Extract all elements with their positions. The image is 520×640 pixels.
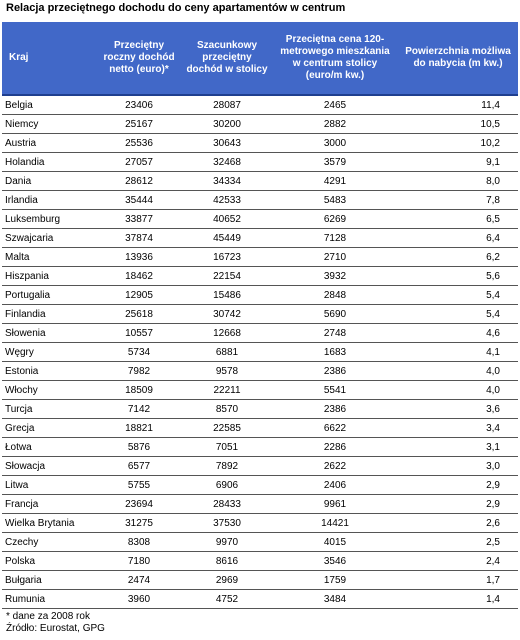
cell-capital-income: 32468 [182, 153, 272, 172]
header-apartment-price: Przeciętna cena 120-metrowego mieszkania w centrum stolicy (euro/m kw.) [272, 22, 398, 95]
cell-annual-income: 8308 [96, 533, 182, 552]
cell-capital-income: 7051 [182, 438, 272, 457]
cell-annual-income: 7982 [96, 362, 182, 381]
cell-country: Łotwa [2, 438, 96, 457]
cell-affordable-area: 3,0 [398, 457, 518, 476]
cell-annual-income: 7180 [96, 552, 182, 571]
cell-annual-income: 28612 [96, 172, 182, 191]
cell-apartment-price: 7128 [272, 229, 398, 248]
cell-annual-income: 12905 [96, 286, 182, 305]
cell-capital-income: 2969 [182, 571, 272, 590]
cell-annual-income: 6577 [96, 457, 182, 476]
cell-affordable-area: 7,8 [398, 191, 518, 210]
cell-country: Litwa [2, 476, 96, 495]
table-row [2, 571, 518, 590]
cell-affordable-area: 6,4 [398, 229, 518, 248]
cell-country: Niemcy [2, 115, 96, 134]
table-row [2, 343, 518, 362]
cell-capital-income: 37530 [182, 514, 272, 533]
cell-apartment-price: 14421 [272, 514, 398, 533]
income-vs-apartment-price-table [2, 22, 518, 609]
cell-annual-income: 5734 [96, 343, 182, 362]
cell-affordable-area: 8,0 [398, 172, 518, 191]
table-row [2, 305, 518, 324]
cell-apartment-price: 3932 [272, 267, 398, 286]
cell-capital-income: 6881 [182, 343, 272, 362]
cell-capital-income: 28087 [182, 95, 272, 115]
cell-affordable-area: 3,6 [398, 400, 518, 419]
table-row [2, 495, 518, 514]
cell-apartment-price: 2848 [272, 286, 398, 305]
table-body [2, 95, 518, 609]
cell-affordable-area: 4,1 [398, 343, 518, 362]
header-affordable-area: Powierzchnia możliwa do nabycia (m kw.) [398, 22, 518, 95]
header-row [2, 22, 518, 95]
cell-affordable-area: 5,6 [398, 267, 518, 286]
cell-capital-income: 7892 [182, 457, 272, 476]
cell-country: Austria [2, 134, 96, 153]
cell-affordable-area: 2,9 [398, 476, 518, 495]
cell-capital-income: 30643 [182, 134, 272, 153]
cell-country: Czechy [2, 533, 96, 552]
cell-capital-income: 15486 [182, 286, 272, 305]
table-row [2, 438, 518, 457]
cell-annual-income: 31275 [96, 514, 182, 533]
cell-affordable-area: 5,4 [398, 305, 518, 324]
cell-annual-income: 35444 [96, 191, 182, 210]
cell-capital-income: 28433 [182, 495, 272, 514]
cell-annual-income: 25618 [96, 305, 182, 324]
cell-country: Grecja [2, 419, 96, 438]
cell-country: Słowenia [2, 324, 96, 343]
cell-apartment-price: 2622 [272, 457, 398, 476]
cell-affordable-area: 10,2 [398, 134, 518, 153]
cell-country: Francja [2, 495, 96, 514]
cell-capital-income: 9578 [182, 362, 272, 381]
cell-affordable-area: 3,1 [398, 438, 518, 457]
table-title: Relacja przeciętnego dochodu do ceny apartamentów w centrum [6, 2, 346, 14]
cell-country: Polska [2, 552, 96, 571]
cell-annual-income: 18509 [96, 381, 182, 400]
cell-country: Holandia [2, 153, 96, 172]
cell-apartment-price: 1759 [272, 571, 398, 590]
table-row [2, 552, 518, 571]
cell-apartment-price: 4291 [272, 172, 398, 191]
cell-apartment-price: 2406 [272, 476, 398, 495]
cell-apartment-price: 9961 [272, 495, 398, 514]
cell-affordable-area: 4,6 [398, 324, 518, 343]
cell-country: Estonia [2, 362, 96, 381]
cell-annual-income: 25167 [96, 115, 182, 134]
cell-capital-income: 30200 [182, 115, 272, 134]
table-row [2, 514, 518, 533]
cell-capital-income: 8570 [182, 400, 272, 419]
cell-country: Malta [2, 248, 96, 267]
table-row [2, 115, 518, 134]
cell-affordable-area: 2,9 [398, 495, 518, 514]
cell-affordable-area: 2,5 [398, 533, 518, 552]
cell-apartment-price: 3484 [272, 590, 398, 609]
table-row [2, 95, 518, 115]
cell-capital-income: 22154 [182, 267, 272, 286]
header-capital-income: Szacunkowy przeciętny dochód w stolicy [182, 22, 272, 95]
cell-country: Szwajcaria [2, 229, 96, 248]
cell-apartment-price: 2386 [272, 362, 398, 381]
cell-apartment-price: 2710 [272, 248, 398, 267]
cell-capital-income: 22211 [182, 381, 272, 400]
cell-apartment-price: 5483 [272, 191, 398, 210]
cell-capital-income: 12668 [182, 324, 272, 343]
table-row [2, 590, 518, 609]
table-row [2, 533, 518, 552]
cell-country: Portugalia [2, 286, 96, 305]
footnote-year: * dane za 2008 rok [6, 611, 90, 622]
cell-country: Hiszpania [2, 267, 96, 286]
cell-affordable-area: 2,4 [398, 552, 518, 571]
cell-country: Irlandia [2, 191, 96, 210]
cell-country: Włochy [2, 381, 96, 400]
cell-capital-income: 45449 [182, 229, 272, 248]
cell-capital-income: 22585 [182, 419, 272, 438]
cell-apartment-price: 4015 [272, 533, 398, 552]
cell-capital-income: 8616 [182, 552, 272, 571]
table-row [2, 267, 518, 286]
cell-country: Rumunia [2, 590, 96, 609]
cell-country: Finlandia [2, 305, 96, 324]
cell-affordable-area: 11,4 [398, 95, 518, 115]
cell-country: Dania [2, 172, 96, 191]
cell-apartment-price: 2286 [272, 438, 398, 457]
header-annual-income: Przeciętny roczny dochód netto (euro)* [96, 22, 182, 95]
cell-apartment-price: 3579 [272, 153, 398, 172]
cell-capital-income: 34334 [182, 172, 272, 191]
cell-annual-income: 2474 [96, 571, 182, 590]
cell-apartment-price: 3000 [272, 134, 398, 153]
cell-capital-income: 6906 [182, 476, 272, 495]
cell-affordable-area: 6,5 [398, 210, 518, 229]
cell-annual-income: 33877 [96, 210, 182, 229]
footnote-source: Źródło: Eurostat, GPG [6, 623, 105, 634]
header-country: Kraj [2, 22, 96, 95]
table-row [2, 248, 518, 267]
cell-annual-income: 13936 [96, 248, 182, 267]
cell-capital-income: 42533 [182, 191, 272, 210]
cell-affordable-area: 10,5 [398, 115, 518, 134]
cell-capital-income: 40652 [182, 210, 272, 229]
table-row [2, 153, 518, 172]
cell-annual-income: 5755 [96, 476, 182, 495]
cell-country: Słowacja [2, 457, 96, 476]
cell-annual-income: 18462 [96, 267, 182, 286]
cell-apartment-price: 6622 [272, 419, 398, 438]
cell-country: Luksemburg [2, 210, 96, 229]
table-row [2, 172, 518, 191]
cell-apartment-price: 3546 [272, 552, 398, 571]
cell-affordable-area: 1,7 [398, 571, 518, 590]
cell-country: Bułgaria [2, 571, 96, 590]
cell-affordable-area: 5,4 [398, 286, 518, 305]
cell-annual-income: 25536 [96, 134, 182, 153]
cell-country: Belgia [2, 95, 96, 115]
cell-capital-income: 16723 [182, 248, 272, 267]
cell-annual-income: 23406 [96, 95, 182, 115]
cell-capital-income: 9970 [182, 533, 272, 552]
table-row [2, 286, 518, 305]
cell-affordable-area: 6,2 [398, 248, 518, 267]
cell-annual-income: 10557 [96, 324, 182, 343]
cell-annual-income: 37874 [96, 229, 182, 248]
cell-capital-income: 30742 [182, 305, 272, 324]
cell-capital-income: 4752 [182, 590, 272, 609]
cell-affordable-area: 3,4 [398, 419, 518, 438]
table-row [2, 210, 518, 229]
cell-annual-income: 3960 [96, 590, 182, 609]
cell-apartment-price: 5541 [272, 381, 398, 400]
footnotes [6, 611, 105, 635]
table-row [2, 191, 518, 210]
table-row [2, 229, 518, 248]
cell-annual-income: 23694 [96, 495, 182, 514]
cell-affordable-area: 4,0 [398, 362, 518, 381]
cell-country: Turcja [2, 400, 96, 419]
table-row [2, 419, 518, 438]
cell-apartment-price: 1683 [272, 343, 398, 362]
cell-annual-income: 18821 [96, 419, 182, 438]
table-header [2, 22, 518, 95]
table-row [2, 476, 518, 495]
table-row [2, 362, 518, 381]
table-row [2, 381, 518, 400]
table-row [2, 400, 518, 419]
cell-apartment-price: 6269 [272, 210, 398, 229]
cell-annual-income: 27057 [96, 153, 182, 172]
cell-apartment-price: 2386 [272, 400, 398, 419]
cell-apartment-price: 5690 [272, 305, 398, 324]
cell-apartment-price: 2465 [272, 95, 398, 115]
cell-affordable-area: 1,4 [398, 590, 518, 609]
cell-country: Wielka Brytania [2, 514, 96, 533]
cell-annual-income: 5876 [96, 438, 182, 457]
table-row [2, 134, 518, 153]
table-row [2, 457, 518, 476]
cell-affordable-area: 4,0 [398, 381, 518, 400]
cell-apartment-price: 2882 [272, 115, 398, 134]
table-row [2, 324, 518, 343]
cell-affordable-area: 2,6 [398, 514, 518, 533]
cell-apartment-price: 2748 [272, 324, 398, 343]
cell-annual-income: 7142 [96, 400, 182, 419]
cell-country: Węgry [2, 343, 96, 362]
cell-affordable-area: 9,1 [398, 153, 518, 172]
